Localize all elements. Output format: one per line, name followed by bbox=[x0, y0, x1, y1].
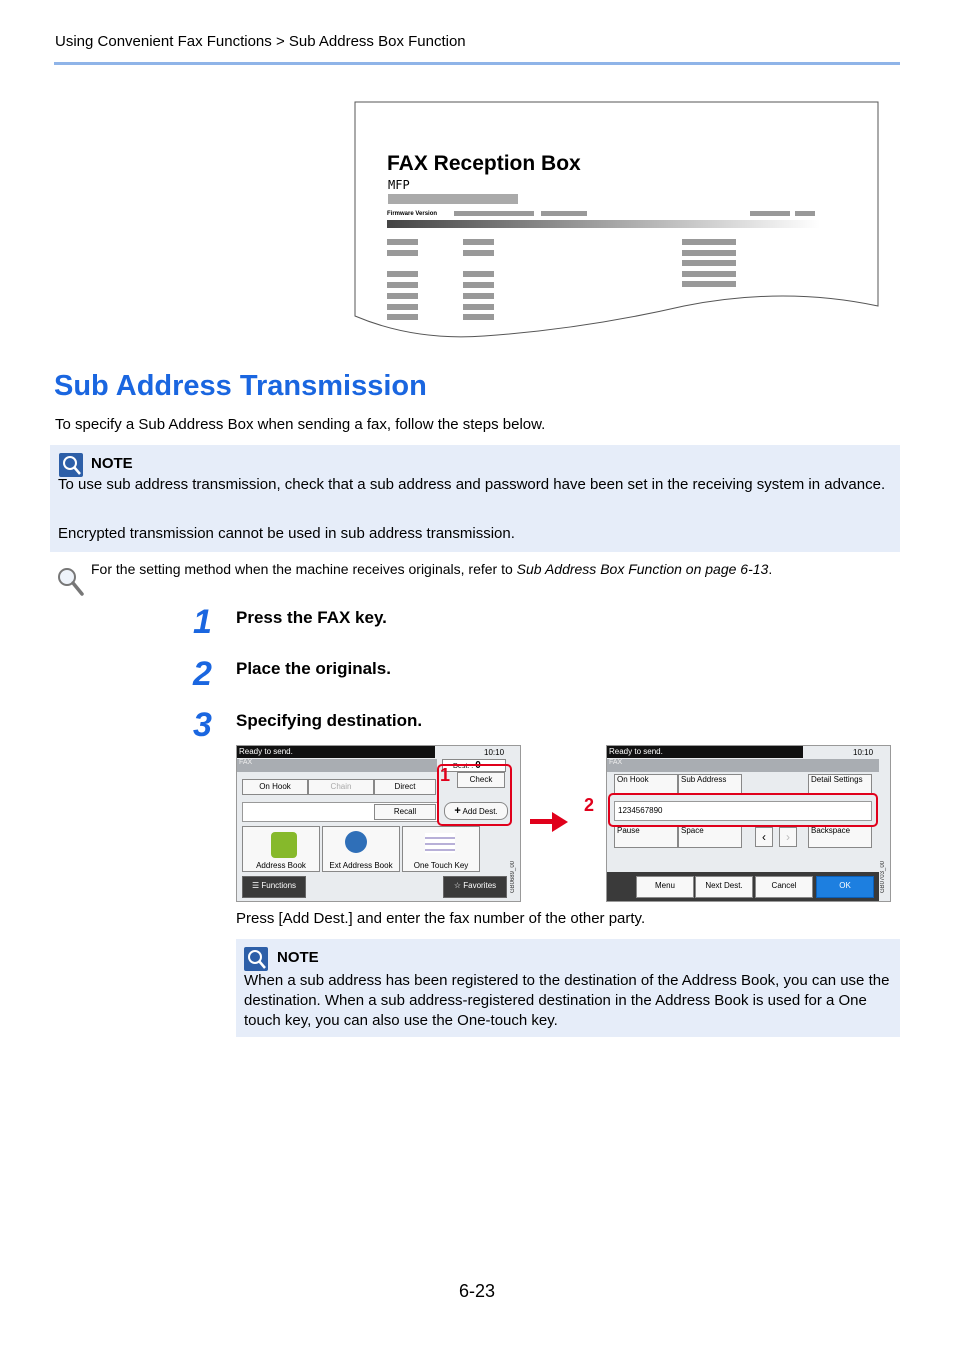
list-icon: ☰ bbox=[251, 881, 260, 890]
step-caption: Press [Add Dest.] and enter the fax number of the other party. bbox=[236, 910, 646, 927]
reference-link[interactable]: Sub Address Box Function on page 6-13 bbox=[516, 561, 769, 577]
step-number: 3 bbox=[193, 706, 212, 744]
figure-code: GB0703_00 bbox=[880, 861, 886, 894]
check-button[interactable]: Check bbox=[457, 772, 505, 788]
cancel-button[interactable]: Cancel bbox=[755, 876, 813, 898]
report-title: FAX Reception Box bbox=[387, 152, 581, 175]
add-dest-button[interactable]: + Add Dest. bbox=[444, 802, 508, 820]
functions-button[interactable]: ☰ Functions bbox=[242, 876, 306, 898]
detail-settings-button[interactable]: Detail Settings bbox=[808, 774, 872, 794]
globe-icon bbox=[345, 831, 367, 853]
note-icon bbox=[59, 453, 83, 477]
note-label: NOTE bbox=[277, 949, 319, 966]
arrow-right-icon bbox=[530, 810, 570, 834]
reference-text: For the setting method when the machine receives originals, refer to Sub Address Box Function on page 6-13. bbox=[91, 561, 773, 577]
report-device: MFP bbox=[388, 178, 410, 192]
status-bar: Ready to send. bbox=[607, 746, 803, 758]
pause-button[interactable]: Pause bbox=[614, 826, 678, 848]
clock: 10:10 bbox=[484, 748, 505, 757]
sub-address-button[interactable]: Sub Address bbox=[678, 774, 742, 794]
address-book-icon bbox=[271, 832, 297, 858]
backspace-button[interactable]: Backspace bbox=[808, 826, 872, 848]
note-box bbox=[236, 939, 900, 1037]
callout-number: 2 bbox=[584, 795, 595, 815]
on-hook-button[interactable]: On Hook bbox=[614, 774, 678, 794]
address-book-button[interactable]: Address Book bbox=[242, 826, 320, 872]
figure-code: GB0689_00 bbox=[510, 861, 516, 894]
firmware-label: Firmware Version bbox=[387, 211, 438, 217]
fax-report-illustration bbox=[354, 101, 879, 341]
note-paragraph: To use sub address transmission, check that a sub address and password have been set in the receiving system in advance. bbox=[58, 476, 886, 493]
one-touch-key-button[interactable]: One Touch Key bbox=[402, 826, 480, 872]
clock: 10:10 bbox=[853, 748, 874, 757]
chevron-left-icon: ‹ bbox=[762, 830, 766, 844]
step-number: 2 bbox=[193, 655, 212, 693]
highlight-box bbox=[608, 793, 878, 827]
space-button[interactable]: Space bbox=[678, 826, 742, 848]
next-dest-button[interactable]: Next Dest. bbox=[695, 876, 753, 898]
intro-text: To specify a Sub Address Box when sending a fax, follow the steps below. bbox=[55, 416, 546, 433]
callout-number: 1 bbox=[440, 765, 451, 785]
breadcrumb: Using Convenient Fax Functions > Sub Address Box Function bbox=[55, 33, 466, 50]
chevron-right-icon: › bbox=[786, 830, 790, 844]
note-paragraph: Encrypted transmission cannot be used in sub address transmission. bbox=[58, 525, 515, 542]
dest-counter: Dest. : 0 bbox=[442, 759, 506, 772]
status-bar: Ready to send. bbox=[237, 746, 435, 758]
direct-button[interactable]: Direct bbox=[374, 779, 436, 795]
page-number: 6-23 bbox=[459, 1281, 496, 1301]
star-icon: ☆ bbox=[453, 881, 462, 890]
ok-button[interactable]: OK bbox=[816, 876, 874, 898]
cursor-left-button[interactable] bbox=[755, 827, 773, 847]
one-touch-icon bbox=[425, 833, 455, 853]
menu-button[interactable]: Menu bbox=[636, 876, 694, 898]
favorites-button[interactable]: ☆ Favorites bbox=[443, 876, 507, 898]
step-text: Specifying destination. bbox=[236, 711, 423, 730]
mode-bar: FAX bbox=[237, 759, 437, 772]
note-label: NOTE bbox=[91, 455, 133, 472]
magnifier-icon bbox=[55, 565, 85, 597]
note-box bbox=[50, 445, 900, 552]
step-text: Place the originals. bbox=[236, 659, 391, 678]
step-number: 1 bbox=[193, 603, 212, 641]
ext-address-book-button[interactable]: Ext Address Book bbox=[322, 826, 400, 872]
on-hook-button[interactable]: On Hook bbox=[242, 779, 308, 795]
step-text: Press the FAX key. bbox=[236, 608, 387, 627]
cursor-right-button[interactable] bbox=[779, 827, 797, 847]
note-icon bbox=[244, 947, 268, 971]
chain-button[interactable]: Chain bbox=[308, 779, 374, 795]
recall-button[interactable]: Recall bbox=[374, 804, 436, 820]
fax-number-input[interactable]: 1234567890 bbox=[614, 801, 872, 821]
note-paragraph: When a sub address has been registered to the destination of the Address Book, you can use the destination. When a sub address-registered destination in the Address Book is used for a One touch key, you can also use the One-touch key. bbox=[244, 972, 890, 1029]
header-rule bbox=[54, 62, 900, 65]
mode-bar: FAX bbox=[607, 759, 879, 772]
section-title: Sub Address Transmission bbox=[54, 370, 427, 402]
